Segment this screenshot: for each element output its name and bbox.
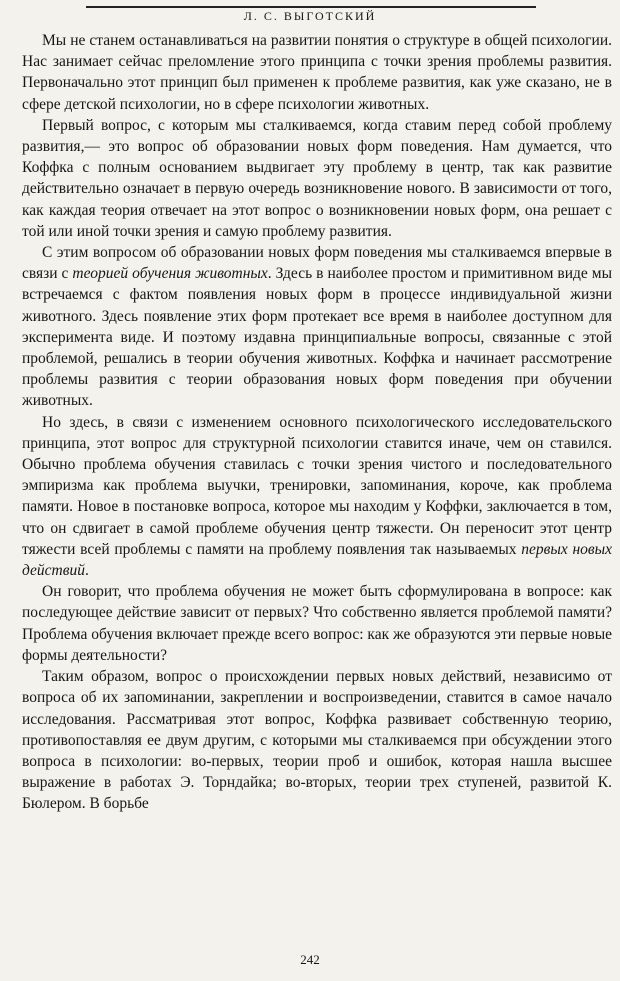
- text-run: Таким образом, вопрос о происхождении первых новых действий, независимо от вопроса об их запоминании, закреплении и воспроизведении, ставится в самое начало исследования. Рассматривая этот вопрос, Коффка развивает собственную теорию, противопоставляя ее двум другим, с которыми мы сталкиваемся при обсуждении этого вопроса в психологии: во-первых, теории проб и ошибок, которая нашла высшее выражение в работах Э. Торндайка; во-вторых, теории трех ступеней, развитой К. Бюлером. В борьбе: [22, 668, 612, 813]
- text-run: .: [84, 562, 89, 580]
- running-header: Л. С. ВЫГОТСКИЙ: [243, 9, 377, 23]
- text-run: Первый вопрос, с которым мы сталкиваемся, когда ставим перед собой проблему развития,— это вопрос об образовании новых форм поведения. Нам думается, что Коффка с полным основанием выдвигает эту проблему в центр, так как развитие действительно означает в первую очередь возникновение нового. В зависимости от того, как каждая теория отвечает на этот вопрос о возникновении новых форм, она решает с той или иной точки зрения и самую проблему развития.: [22, 116, 612, 240]
- paragraph: [22, 30, 612, 115]
- text-run: Он говорит, что проблема обучения не может быть сформулирована в вопросе: как последующее действие зависит от первых? Что собственно является проблемой памяти? Проблема обучения включает прежде всего вопрос: как же образуются эти первые новые формы деятельности?: [22, 583, 612, 664]
- paragraph: [22, 581, 612, 666]
- paragraph: [22, 242, 612, 412]
- paragraph: [22, 412, 612, 582]
- page-number: 242: [300, 952, 320, 967]
- paragraph: [22, 666, 612, 814]
- header-rule: [86, 6, 536, 8]
- italic-run: теорией обучения животных: [72, 265, 268, 283]
- text-run: . Здесь в наиболее простом и примитивном виде мы встречаемся с фактом появления новых форм в процессе индивидуальной жизни животного. Здесь появление этих форм протекает все время в наиболее доступном для эксперимента виде. И поэтому издавна принципиальные вопросы, связанные с этой проблемой, решались в теории обучения животных. Коффка и начинает рассмотрение проблемы развития с теории образования новых форм поведения при обучении животных.: [22, 265, 613, 410]
- text-run: С этим вопросом об образовании новых форм поведения мы сталкиваемся впервые в связи с: [22, 244, 612, 283]
- text-run: Но здесь, в связи с изменением основного психологического исследовательского принципа, этот вопрос для структурной психологии ставится иначе, чем он ставился. Обычно проблема обучения ставилась с точки зрения чистого и последовательного эмпиризма как проблема выучки, тренировки, запоминания, короче, как проблема памяти. Новое в постановке вопроса, которое мы находим у Коффки, заключается в том, что он сдвигает в самой проблеме обучения центр тяжести. Он переносит этот центр тяжести всей проблемы с памяти на проблему появления так называемых: [22, 413, 612, 558]
- paragraph: [22, 115, 612, 242]
- text-run: Мы не станем останавливаться на развитии понятия о структуре в общей психологии. Нас занимает сейчас преломление этого принципа с точки зрения проблемы развития. Первоначально этот принцип был применен к проблеме развития, как уже сказано, не в сфере детской психологии, но в сфере психологии животных.: [22, 32, 612, 113]
- italic-run: первых новых действий: [22, 540, 613, 580]
- body-text: [22, 30, 612, 815]
